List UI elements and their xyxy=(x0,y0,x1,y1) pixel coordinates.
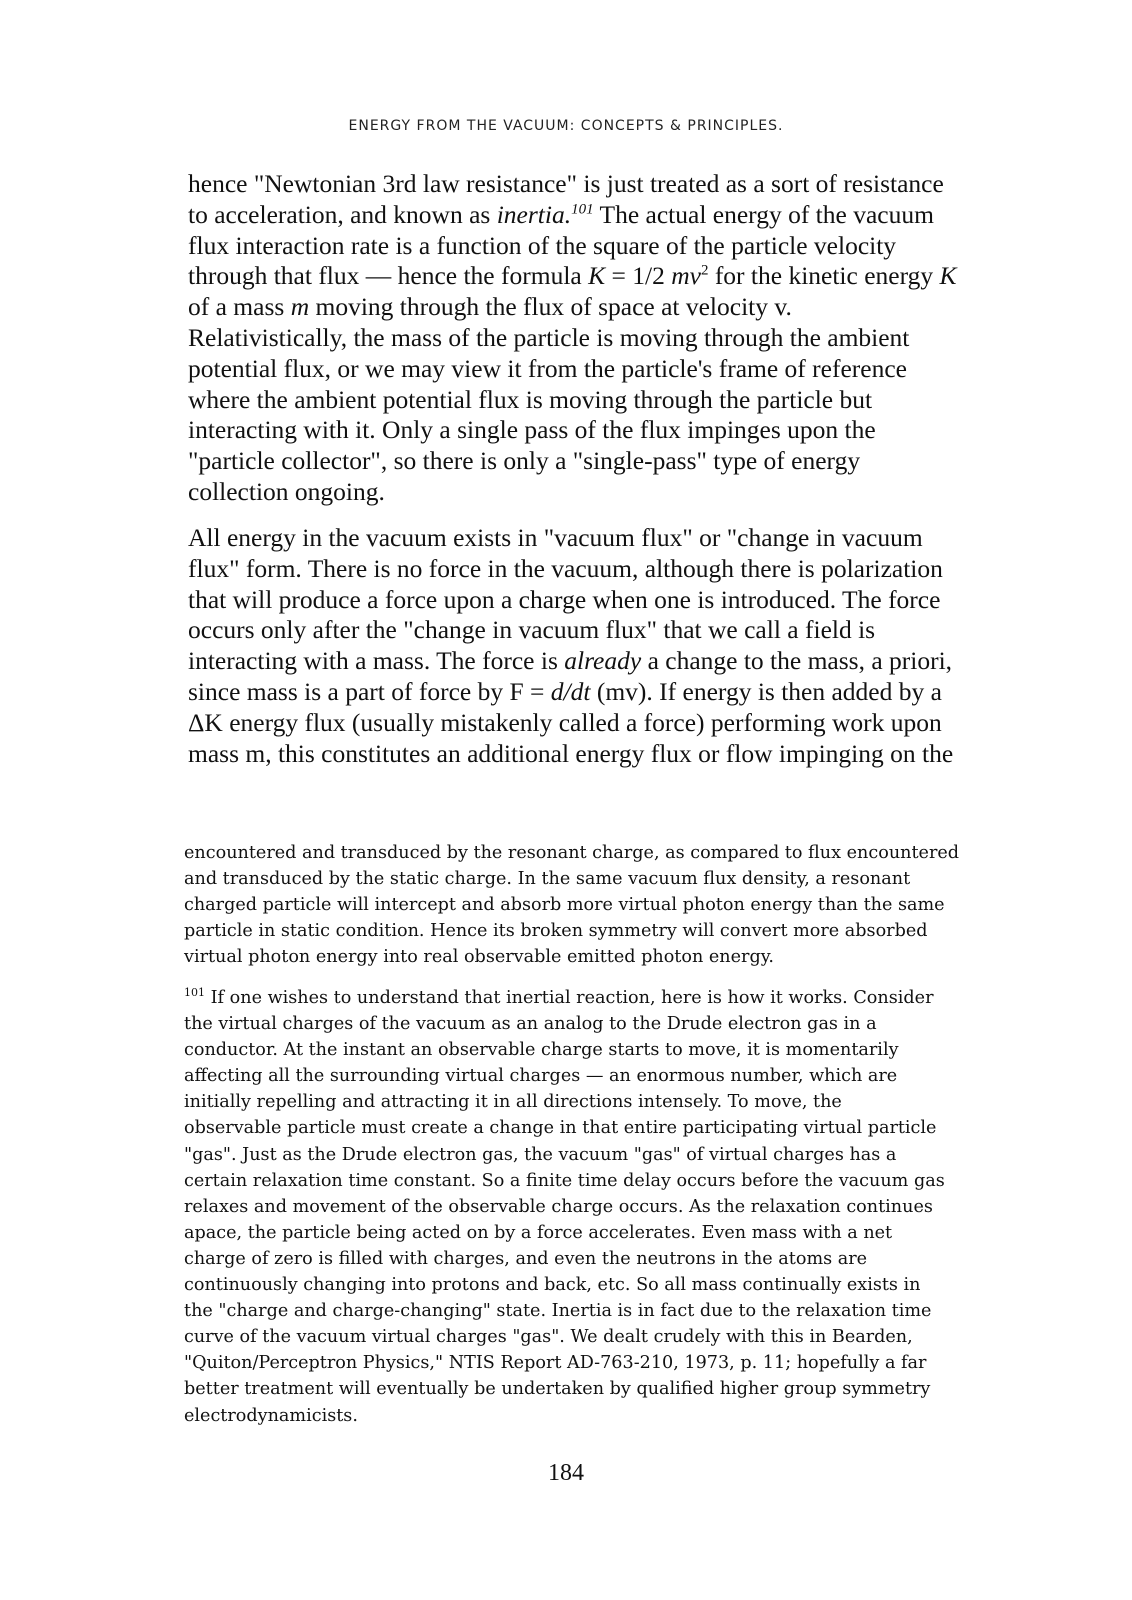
page-number: 184 xyxy=(548,1460,584,1486)
text-line: potential flux, or we may view it from the particle's frame of reference xyxy=(188,353,907,383)
footnote-line: charged particle will intercept and absorb more virtual photon energy than the same xyxy=(184,895,945,916)
footnote-line: and transduced by the static charge. In the same vacuum flux density, a resonant xyxy=(184,869,911,890)
text-line: that will produce a force upon a charge when one is introduced. The force xyxy=(188,584,941,614)
formula-exponent: 2 xyxy=(700,262,709,279)
formula-mv: mv xyxy=(671,261,701,291)
body-paragraph-1 xyxy=(188,169,1018,508)
footnote-continuation xyxy=(184,840,1024,970)
body-paragraph-2 xyxy=(188,523,1018,769)
footnote-line: initially repelling and attracting it in all directions intensely. To move, the xyxy=(184,1092,842,1113)
footnote-ref-101[interactable]: 101 xyxy=(571,201,594,218)
text-line: mass m, this constitutes an additional energy flux or flow impinging on the xyxy=(188,738,954,768)
text-line: interacting with it. Only a single pass of the flux impinges upon the xyxy=(188,415,876,445)
footnote-line: virtual photon energy into real observable emitted photon energy. xyxy=(184,947,774,968)
footnote-line: charge of zero is filled with charges, and even the neutrons in the atoms are xyxy=(184,1248,868,1269)
footnote-line: encountered and transduced by the resonant charge, as compared to flux encountered xyxy=(184,843,960,863)
text-line: ΔK energy flux (usually mistakenly called a force) performing work upon xyxy=(188,707,942,737)
text-line: since mass is a part of force by F = d/dt (mv). If energy is then added by a xyxy=(188,676,942,706)
footnote-marker: 101 xyxy=(184,986,205,1000)
footnote-line: "Quiton/Perceptron Physics," NTIS Report AD-763-210, 1973, p. 11; hopefully a far xyxy=(184,1353,927,1374)
formula-K-symbol: K xyxy=(939,261,957,291)
footnote-line: curve of the vacuum virtual charges "gas". We dealt crudely with this in Bearden, xyxy=(184,1327,913,1348)
text-line: occurs only after the "change in vacuum flux" that we call a field is xyxy=(188,615,876,645)
mass-symbol: m xyxy=(290,292,310,322)
formula-d-dt: d/dt xyxy=(550,676,591,706)
text-line: to acceleration, and known as inertia.$^{101}$ The actual energy of the vacuum xyxy=(188,199,934,229)
footnote-line: relaxes and movement of the observable charge occurs. As the relaxation continues xyxy=(184,1196,933,1217)
running-head: ENERGY FROM THE VACUUM: CONCEPTS & PRINCIPLES. xyxy=(348,118,784,134)
footnote-line: affecting all the surrounding virtual charges — an enormous number, which are xyxy=(184,1066,898,1087)
footnote-101 xyxy=(184,985,1024,1429)
text-line: of a mass m moving through the flux of space at velocity v. xyxy=(188,292,792,322)
text-line: collection ongoing. xyxy=(188,476,385,506)
text-line: through that flux — hence the formula K = 1/2 $mv^2$ for the kinetic energy K xyxy=(188,261,957,291)
footnote-line: $^{101}$ If one wishes to understand that inertial reaction, here is how it works. Consider xyxy=(184,986,934,1008)
text-line: where the ambient potential flux is moving through the particle but xyxy=(188,384,873,414)
footnote-line: apace, the particle being acted on by a force accelerates. Even mass with a net xyxy=(184,1222,893,1243)
footnote-line: conductor. At the instant an observable charge starts to move, it is momentarily xyxy=(184,1040,899,1061)
footnote-line: certain relaxation time constant. So a finite time delay occurs before the vacuum gas xyxy=(184,1170,945,1191)
text-line: "particle collector", so there is only a "single-pass" type of energy xyxy=(188,446,861,476)
text-line: All energy in the vacuum exists in "vacuum flux" or "change in vacuum xyxy=(188,523,923,552)
text-line: flux" form. There is no force in the vacuum, although there is polarization xyxy=(188,553,943,583)
emphasis-inertia: inertia. xyxy=(496,199,572,229)
text-line: flux interaction rate is a function of the square of the particle velocity xyxy=(188,230,897,260)
footnote-line: better treatment will eventually be undertaken by qualified higher group symmetry xyxy=(184,1379,931,1400)
text-line: hence "Newtonian 3rd law resistance" is just treated as a sort of resistance xyxy=(188,169,944,198)
footnote-line: particle in static condition. Hence its broken symmetry will convert more absorbed xyxy=(184,921,928,942)
footnote-line: the "charge and charge-changing" state. Inertia is in fact due to the relaxation time xyxy=(184,1301,932,1322)
footnote-line: electrodynamicists. xyxy=(184,1405,358,1426)
text-line: interacting with a mass. The force is already a change to the mass, a priori, xyxy=(188,646,953,676)
footnote-line: the virtual charges of the vacuum as an analog to the Drude electron gas in a xyxy=(184,1014,877,1035)
text-line: Relativistically, the mass of the particle is moving through the ambient xyxy=(188,322,910,352)
footnote-line: observable particle must create a change in that entire participating virtual particle xyxy=(184,1118,937,1139)
footnote-line: continuously changing into protons and back, etc. So all mass continually exists in xyxy=(184,1275,921,1296)
formula-K: K xyxy=(588,261,606,291)
emphasis-already: already xyxy=(564,646,642,676)
footnote-line: "gas". Just as the Drude electron gas, the vacuum "gas" of virtual charges has a xyxy=(184,1144,897,1165)
